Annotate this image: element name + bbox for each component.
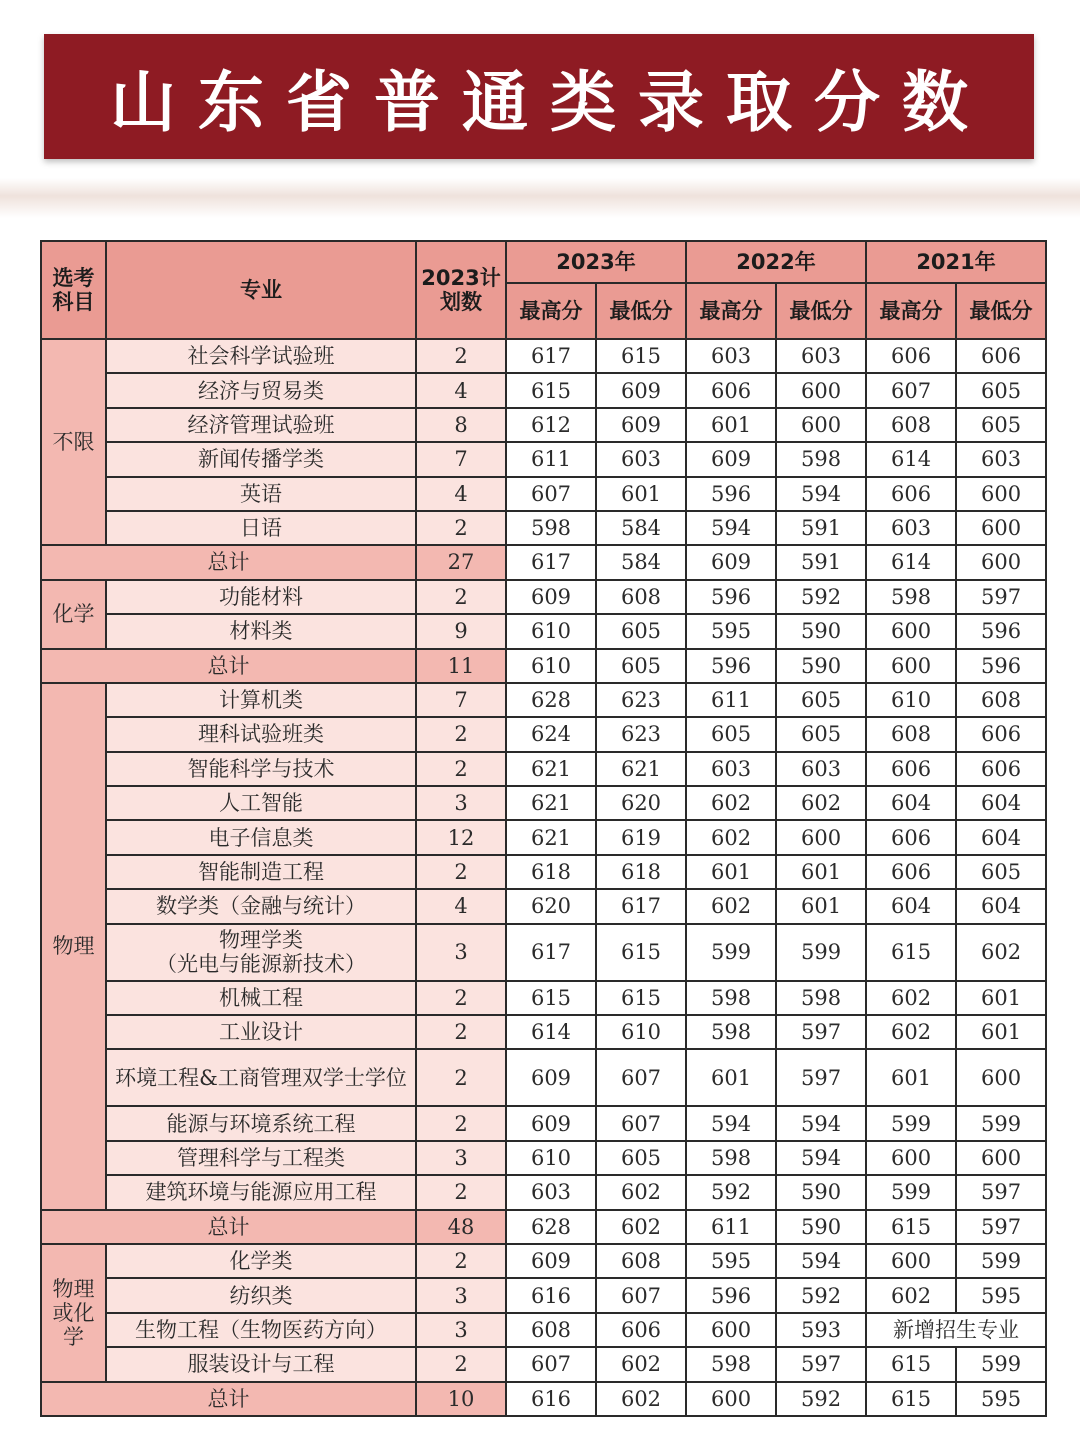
plan-count-cell: 2: [416, 1049, 506, 1106]
total-plan-cell: 10: [416, 1382, 506, 1416]
plan-count-cell: 3: [416, 924, 506, 981]
score-cell: 608: [866, 717, 956, 751]
score-cell: 600: [866, 1244, 956, 1278]
score-cell: 615: [596, 981, 686, 1015]
total-row: [41, 545, 1046, 579]
major-name-cell: 经济与贸易类: [106, 373, 416, 407]
table-row: [41, 580, 1046, 614]
total-label-cell: 总计: [41, 545, 416, 579]
major-name-cell: 智能制造工程: [106, 855, 416, 889]
total-score-cell: 600: [866, 649, 956, 683]
header-min-2022: 最低分: [776, 283, 866, 339]
score-cell: 601: [686, 408, 776, 442]
score-cell: 601: [596, 477, 686, 511]
table-row: [41, 1244, 1046, 1278]
plan-count-cell: 4: [416, 889, 506, 923]
total-score-cell: 610: [506, 649, 596, 683]
major-name-cell: 计算机类: [106, 683, 416, 717]
score-cell: 619: [596, 820, 686, 854]
table-row: [41, 924, 1046, 981]
subject-group-cell: 物理: [41, 683, 106, 1210]
major-name-cell: 功能材料: [106, 580, 416, 614]
table-row: [41, 1141, 1046, 1175]
total-row: [41, 649, 1046, 683]
table-row: [41, 408, 1046, 442]
score-cell: 617: [596, 889, 686, 923]
total-score-cell: 611: [686, 1210, 776, 1244]
score-cell: 602: [686, 786, 776, 820]
score-cell: 593: [776, 1313, 866, 1347]
total-plan-cell: 11: [416, 649, 506, 683]
table-row: [41, 717, 1046, 751]
major-name-cell: 服装设计与工程: [106, 1347, 416, 1381]
score-cell: 590: [776, 1175, 866, 1209]
score-cell: 598: [506, 511, 596, 545]
plan-count-cell: 4: [416, 477, 506, 511]
table-row: [41, 614, 1046, 648]
major-name-cell: 理科试验班类: [106, 717, 416, 751]
score-cell: 623: [596, 683, 686, 717]
score-cell: 609: [596, 408, 686, 442]
plan-count-cell: 2: [416, 1347, 506, 1381]
score-cell: 596: [686, 1278, 776, 1312]
score-cell: 608: [866, 408, 956, 442]
score-cell: 597: [776, 1049, 866, 1106]
score-cell: 620: [506, 889, 596, 923]
score-cell: 607: [506, 477, 596, 511]
score-cell: 618: [596, 855, 686, 889]
score-cell: 601: [776, 855, 866, 889]
table-row: [41, 683, 1046, 717]
score-cell: 599: [776, 924, 866, 981]
score-cell: 607: [596, 1278, 686, 1312]
score-cell: 617: [506, 339, 596, 373]
table-row: [41, 1175, 1046, 1209]
score-cell: 600: [776, 408, 866, 442]
total-plan-cell: 27: [416, 545, 506, 579]
header-max-2021: 最高分: [866, 283, 956, 339]
score-cell: 601: [686, 1049, 776, 1106]
plan-count-cell: 3: [416, 1313, 506, 1347]
score-cell: 615: [866, 924, 956, 981]
table-row: [41, 373, 1046, 407]
score-cell: 605: [956, 855, 1046, 889]
plan-count-cell: 2: [416, 1244, 506, 1278]
total-label-cell: 总计: [41, 1382, 416, 1416]
plan-count-cell: 9: [416, 614, 506, 648]
score-cell: 595: [956, 1278, 1046, 1312]
score-cell: 615: [506, 373, 596, 407]
major-name-cell: 英语: [106, 477, 416, 511]
score-cell: 614: [866, 442, 956, 476]
score-cell: 599: [956, 1347, 1046, 1381]
score-cell: 606: [956, 339, 1046, 373]
table-row: [41, 477, 1046, 511]
score-cell: 602: [866, 981, 956, 1015]
score-cell: 618: [506, 855, 596, 889]
score-cell: 621: [506, 752, 596, 786]
score-cell: 602: [956, 924, 1046, 981]
score-cell: 606: [686, 373, 776, 407]
score-cell: 598: [776, 442, 866, 476]
total-score-cell: 590: [776, 1210, 866, 1244]
score-cell: 606: [866, 339, 956, 373]
table-row: [41, 855, 1046, 889]
score-cell: 608: [956, 683, 1046, 717]
major-name-cell: 材料类: [106, 614, 416, 648]
major-name-cell: 能源与环境系统工程: [106, 1106, 416, 1140]
score-cell: 614: [506, 1015, 596, 1049]
major-name-cell: 智能科学与技术: [106, 752, 416, 786]
plan-count-cell: 2: [416, 1015, 506, 1049]
score-cell: 594: [686, 1106, 776, 1140]
header-min-2023: 最低分: [596, 283, 686, 339]
score-cell: 597: [956, 580, 1046, 614]
total-score-cell: 614: [866, 545, 956, 579]
score-cell: 596: [686, 580, 776, 614]
score-cell: 606: [956, 717, 1046, 751]
score-cell: 603: [776, 752, 866, 786]
total-score-cell: 600: [686, 1382, 776, 1416]
total-row: [41, 1210, 1046, 1244]
score-cell: 628: [506, 683, 596, 717]
header-year-2021: 2021年: [866, 241, 1046, 283]
total-plan-cell: 48: [416, 1210, 506, 1244]
plan-count-cell: 7: [416, 442, 506, 476]
score-cell: 602: [596, 1175, 686, 1209]
score-cell: 602: [866, 1015, 956, 1049]
score-cell: 584: [596, 511, 686, 545]
total-score-cell: 590: [776, 649, 866, 683]
major-name-cell: 建筑环境与能源应用工程: [106, 1175, 416, 1209]
score-cell: 623: [596, 717, 686, 751]
plan-count-cell: 8: [416, 408, 506, 442]
total-score-cell: 591: [776, 545, 866, 579]
score-cell: 600: [956, 1141, 1046, 1175]
table-row: [41, 1106, 1046, 1140]
major-name-cell: 新闻传播学类: [106, 442, 416, 476]
score-cell: 615: [866, 1347, 956, 1381]
score-cell: 594: [776, 477, 866, 511]
score-cell: 603: [956, 442, 1046, 476]
score-cell: 602: [866, 1278, 956, 1312]
total-score-cell: 615: [866, 1210, 956, 1244]
score-cell: 596: [686, 477, 776, 511]
score-cell: 601: [776, 889, 866, 923]
subject-group-cell: 不限: [41, 339, 106, 545]
subject-group-cell: 物理 或化 学: [41, 1244, 106, 1382]
score-cell: 601: [866, 1049, 956, 1106]
score-cell: 602: [686, 820, 776, 854]
score-cell: 603: [506, 1175, 596, 1209]
score-cell: 609: [506, 1106, 596, 1140]
total-score-cell: 602: [596, 1382, 686, 1416]
score-cell: 599: [866, 1175, 956, 1209]
score-cell: 603: [686, 339, 776, 373]
table-row: [41, 981, 1046, 1015]
major-name-cell: 数学类（金融与统计）: [106, 889, 416, 923]
total-score-cell: 584: [596, 545, 686, 579]
score-cell: 605: [956, 408, 1046, 442]
score-cell: 609: [506, 1049, 596, 1106]
score-cell: 610: [506, 614, 596, 648]
header-year-2022: 2022年: [686, 241, 866, 283]
score-cell: 606: [956, 752, 1046, 786]
score-cell: 605: [686, 717, 776, 751]
major-name-cell: 电子信息类: [106, 820, 416, 854]
score-cell: 603: [596, 442, 686, 476]
plan-count-cell: 2: [416, 511, 506, 545]
score-cell: 604: [956, 820, 1046, 854]
score-cell: 606: [866, 477, 956, 511]
score-cell: 598: [686, 1141, 776, 1175]
score-cell: 609: [686, 442, 776, 476]
score-cell: 610: [506, 1141, 596, 1175]
total-label-cell: 总计: [41, 649, 416, 683]
banner-shadow: [0, 178, 1080, 218]
table-row: [41, 889, 1046, 923]
score-cell: 595: [686, 614, 776, 648]
score-cell: 597: [956, 1175, 1046, 1209]
score-cell: 602: [776, 786, 866, 820]
score-cell: 606: [866, 855, 956, 889]
score-cell: 598: [866, 580, 956, 614]
score-cell: 606: [866, 752, 956, 786]
score-cell: 604: [956, 786, 1046, 820]
total-score-cell: 617: [506, 545, 596, 579]
new-major-note: 新增招生专业: [866, 1313, 1046, 1347]
header-year-2023: 2023年: [506, 241, 686, 283]
plan-count-cell: 2: [416, 580, 506, 614]
score-cell: 607: [506, 1347, 596, 1381]
score-cell: 603: [686, 752, 776, 786]
table-row: [41, 339, 1046, 373]
score-cell: 605: [776, 717, 866, 751]
score-cell: 624: [506, 717, 596, 751]
total-score-cell: 616: [506, 1382, 596, 1416]
major-name-cell: 环境工程&工商管理双学士学位: [106, 1049, 416, 1106]
major-name-cell: 人工智能: [106, 786, 416, 820]
score-cell: 598: [686, 1347, 776, 1381]
plan-count-cell: 3: [416, 786, 506, 820]
score-cell: 600: [956, 1049, 1046, 1106]
score-cell: 612: [506, 408, 596, 442]
header-max-2022: 最高分: [686, 283, 776, 339]
table-row: [41, 820, 1046, 854]
score-cell: 609: [506, 1244, 596, 1278]
score-cell: 594: [776, 1141, 866, 1175]
plan-count-cell: 12: [416, 820, 506, 854]
score-cell: 606: [866, 820, 956, 854]
score-cell: 610: [596, 1015, 686, 1049]
total-score-cell: 605: [596, 649, 686, 683]
header-plan: 2023计 划数: [416, 241, 506, 339]
score-cell: 596: [956, 614, 1046, 648]
score-cell: 615: [506, 981, 596, 1015]
plan-count-cell: 7: [416, 683, 506, 717]
score-cell: 597: [776, 1015, 866, 1049]
score-cell: 592: [776, 1278, 866, 1312]
score-cell: 600: [956, 511, 1046, 545]
header-subject: 选考 科目: [41, 241, 106, 339]
major-name-cell: 物理学类 （光电与能源新技术）: [106, 924, 416, 981]
plan-count-cell: 2: [416, 1175, 506, 1209]
score-cell: 611: [506, 442, 596, 476]
table-body: [41, 339, 1046, 1416]
score-cell: 608: [596, 580, 686, 614]
major-name-cell: 管理科学与工程类: [106, 1141, 416, 1175]
major-name-cell: 化学类: [106, 1244, 416, 1278]
score-cell: 604: [866, 889, 956, 923]
score-cell: 594: [686, 511, 776, 545]
score-cell: 609: [596, 373, 686, 407]
score-cell: 601: [956, 981, 1046, 1015]
score-cell: 605: [776, 683, 866, 717]
score-cell: 621: [506, 786, 596, 820]
plan-count-cell: 2: [416, 981, 506, 1015]
plan-count-cell: 2: [416, 717, 506, 751]
table-row: [41, 1278, 1046, 1312]
total-score-cell: 602: [596, 1210, 686, 1244]
score-cell: 621: [596, 752, 686, 786]
score-cell: 599: [866, 1106, 956, 1140]
total-score-cell: 615: [866, 1382, 956, 1416]
major-name-cell: 纺织类: [106, 1278, 416, 1312]
score-cell: 607: [596, 1106, 686, 1140]
total-label-cell: 总计: [41, 1210, 416, 1244]
score-cell: 592: [686, 1175, 776, 1209]
header-major: 专业: [106, 241, 416, 339]
page-title: 山东省普通类录取分数: [110, 64, 990, 141]
score-cell: 594: [776, 1106, 866, 1140]
score-cell: 617: [506, 924, 596, 981]
header-min-2021: 最低分: [956, 283, 1046, 339]
score-cell: 598: [776, 981, 866, 1015]
plan-count-cell: 2: [416, 339, 506, 373]
score-cell: 604: [866, 786, 956, 820]
major-name-cell: 机械工程: [106, 981, 416, 1015]
major-name-cell: 生物工程（生物医药方向）: [106, 1313, 416, 1347]
total-score-cell: 592: [776, 1382, 866, 1416]
total-score-cell: 600: [956, 545, 1046, 579]
score-cell: 594: [776, 1244, 866, 1278]
score-cell: 615: [596, 339, 686, 373]
score-cell: 602: [686, 889, 776, 923]
score-cell: 609: [506, 580, 596, 614]
score-cell: 605: [956, 373, 1046, 407]
table-row: [41, 752, 1046, 786]
score-cell: 610: [866, 683, 956, 717]
plan-count-cell: 2: [416, 752, 506, 786]
score-cell: 621: [506, 820, 596, 854]
header-max-2023: 最高分: [506, 283, 596, 339]
score-cell: 607: [596, 1049, 686, 1106]
table-row: [41, 1313, 1046, 1347]
table-row: [41, 786, 1046, 820]
total-score-cell: 596: [686, 649, 776, 683]
score-table: [40, 240, 1047, 1417]
score-cell: 600: [776, 820, 866, 854]
score-cell: 595: [686, 1244, 776, 1278]
score-cell: 600: [686, 1313, 776, 1347]
major-name-cell: 工业设计: [106, 1015, 416, 1049]
score-cell: 608: [596, 1244, 686, 1278]
score-cell: 601: [686, 855, 776, 889]
table-row: [41, 1347, 1046, 1381]
score-cell: 605: [596, 614, 686, 648]
major-name-cell: 社会科学试验班: [106, 339, 416, 373]
score-cell: 604: [956, 889, 1046, 923]
plan-count-cell: 2: [416, 855, 506, 889]
total-row: [41, 1382, 1046, 1416]
score-cell: 605: [596, 1141, 686, 1175]
score-cell: 592: [776, 580, 866, 614]
score-cell: 606: [596, 1313, 686, 1347]
table-row: [41, 442, 1046, 476]
score-cell: 603: [776, 339, 866, 373]
table-row: [41, 1049, 1046, 1106]
score-cell: 616: [506, 1278, 596, 1312]
score-cell: 620: [596, 786, 686, 820]
score-cell: 607: [866, 373, 956, 407]
score-cell: 611: [686, 683, 776, 717]
total-score-cell: 597: [956, 1210, 1046, 1244]
score-cell: 603: [866, 511, 956, 545]
major-name-cell: 日语: [106, 511, 416, 545]
score-cell: 591: [776, 511, 866, 545]
plan-count-cell: 4: [416, 373, 506, 407]
table-row: [41, 1015, 1046, 1049]
major-name-cell: 经济管理试验班: [106, 408, 416, 442]
plan-count-cell: 2: [416, 1106, 506, 1140]
score-cell: 600: [956, 477, 1046, 511]
score-cell: 599: [956, 1244, 1046, 1278]
score-cell: 608: [506, 1313, 596, 1347]
total-score-cell: 628: [506, 1210, 596, 1244]
score-cell: 590: [776, 614, 866, 648]
total-score-cell: 595: [956, 1382, 1046, 1416]
score-cell: 600: [776, 373, 866, 407]
subject-group-cell: 化学: [41, 580, 106, 649]
plan-count-cell: 3: [416, 1141, 506, 1175]
total-score-cell: 596: [956, 649, 1046, 683]
table-row: [41, 511, 1046, 545]
score-cell: 597: [776, 1347, 866, 1381]
score-cell: 600: [866, 614, 956, 648]
total-score-cell: 609: [686, 545, 776, 579]
score-cell: 602: [596, 1347, 686, 1381]
score-cell: 601: [956, 1015, 1046, 1049]
score-cell: 599: [956, 1106, 1046, 1140]
score-cell: 600: [866, 1141, 956, 1175]
score-cell: 598: [686, 1015, 776, 1049]
score-cell: 599: [686, 924, 776, 981]
plan-count-cell: 3: [416, 1278, 506, 1312]
title-banner: [44, 34, 1034, 159]
score-cell: 598: [686, 981, 776, 1015]
score-cell: 615: [596, 924, 686, 981]
